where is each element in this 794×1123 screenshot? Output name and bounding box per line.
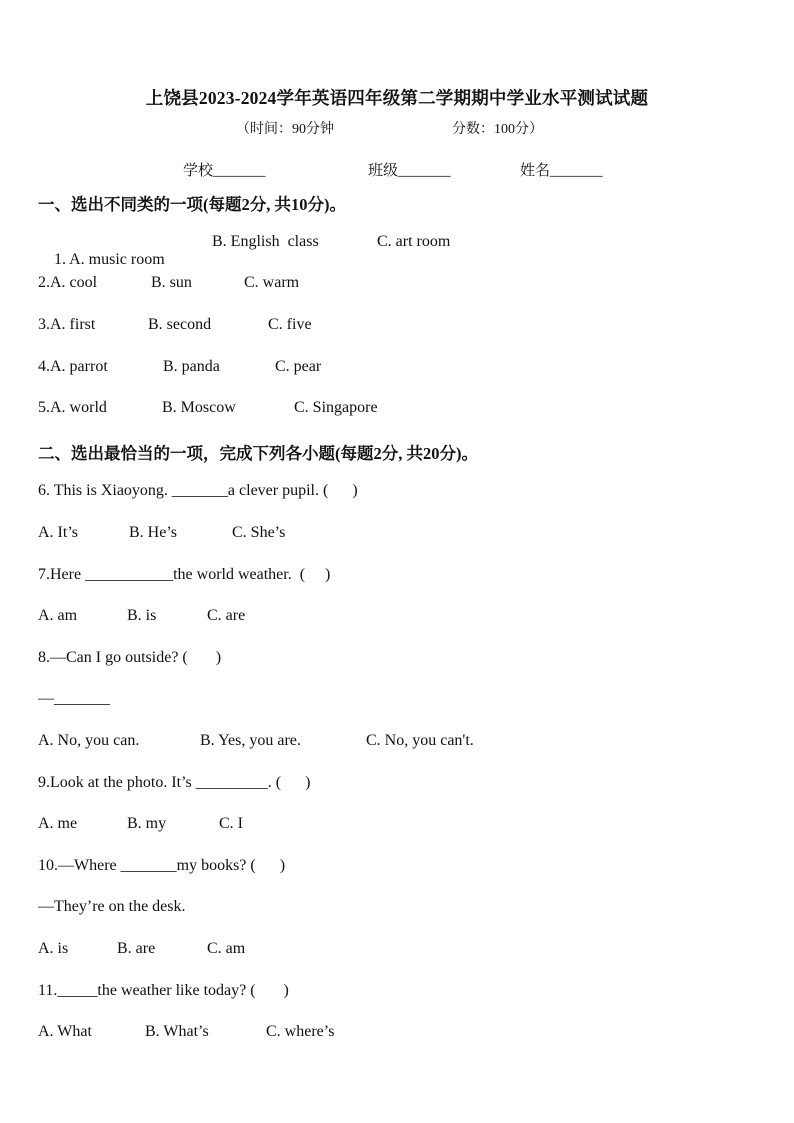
q8-option-b: B. Yes, you are. — [200, 732, 301, 749]
q4-option-b: B. panda — [163, 358, 220, 375]
q2-option-a: 2.A. cool — [38, 274, 98, 291]
q9-stem: 9.Look at the photo. It’s _________. ( ) — [38, 774, 311, 791]
q7-option-b: B. is — [127, 607, 157, 624]
q11-stem: 11._____the weather like today? ( ) — [38, 982, 289, 999]
q9-option-b: B. my — [127, 815, 167, 832]
q6-stem: 6. This is Xiaoyong. _______a clever pupil. ( ) — [38, 482, 358, 499]
q1-option-a: 1. A. music room — [54, 251, 165, 268]
q10-option-a: A. is — [38, 940, 69, 957]
q7-option-c: C. are — [207, 607, 246, 624]
q8-stem: 8.—Can I go outside? ( ) — [38, 649, 222, 666]
q6-option-c: C. She’s — [232, 524, 286, 541]
section-heading-1: 一、选出不同类的一项(每题2分, 共10分)。 — [38, 195, 346, 214]
q6-option-b: B. He’s — [129, 524, 177, 541]
q10-option-b: B. are — [117, 940, 156, 957]
q4-option-c: C. pear — [275, 358, 322, 375]
exam-time: （时间：90分钟 — [236, 122, 334, 137]
q3-option-c: C. five — [268, 316, 312, 333]
q10-option-c: C. am — [207, 940, 246, 957]
q8-answer-blank: —_______ — [38, 690, 110, 707]
school-field: 学校_______ — [183, 163, 266, 179]
q11-option-b: B. What’s — [145, 1023, 209, 1040]
q8-option-a: A. No, you can. — [38, 732, 140, 749]
q8-option-c: C. No, you can't. — [366, 732, 474, 749]
q9-option-a: A. me — [38, 815, 78, 832]
q10-answer: —They’re on the desk. — [38, 898, 186, 915]
q1-option-b: B. English class — [212, 233, 319, 250]
q1-option-c: C. art room — [377, 233, 451, 250]
q2-option-b: B. sun — [151, 274, 192, 291]
q5-option-c: C. Singapore — [294, 399, 378, 416]
q7-option-a: A. am — [38, 607, 78, 624]
q10-stem: 10.—Where _______my books? ( ) — [38, 857, 286, 874]
q9-option-c: C. I — [219, 815, 243, 832]
q4-option-a: 4.A. parrot — [38, 358, 108, 375]
q3-option-a: 3.A. first — [38, 316, 96, 333]
q11-option-c: C. where’s — [266, 1023, 335, 1040]
name-field: 姓名_______ — [520, 163, 603, 179]
q5-option-b: B. Moscow — [162, 399, 236, 416]
q6-option-a: A. It’s — [38, 524, 78, 541]
class-field: 班级_______ — [368, 163, 451, 179]
q7-stem: 7.Here ___________the world weather. ( ) — [38, 566, 331, 583]
section-heading-2: 二、选出最恰当的一项，完成下列各小题(每题2分, 共20分)。 — [38, 444, 478, 463]
q11-option-a: A. What — [38, 1023, 92, 1040]
exam-score: 分数：100分） — [452, 122, 543, 137]
page-title: 上饶县2023-2024学年英语四年级第二学期期中学业水平测试试题 — [145, 88, 649, 108]
q3-option-b: B. second — [148, 316, 212, 333]
q2-option-c: C. warm — [244, 274, 300, 291]
q5-option-a: 5.A. world — [38, 399, 107, 416]
